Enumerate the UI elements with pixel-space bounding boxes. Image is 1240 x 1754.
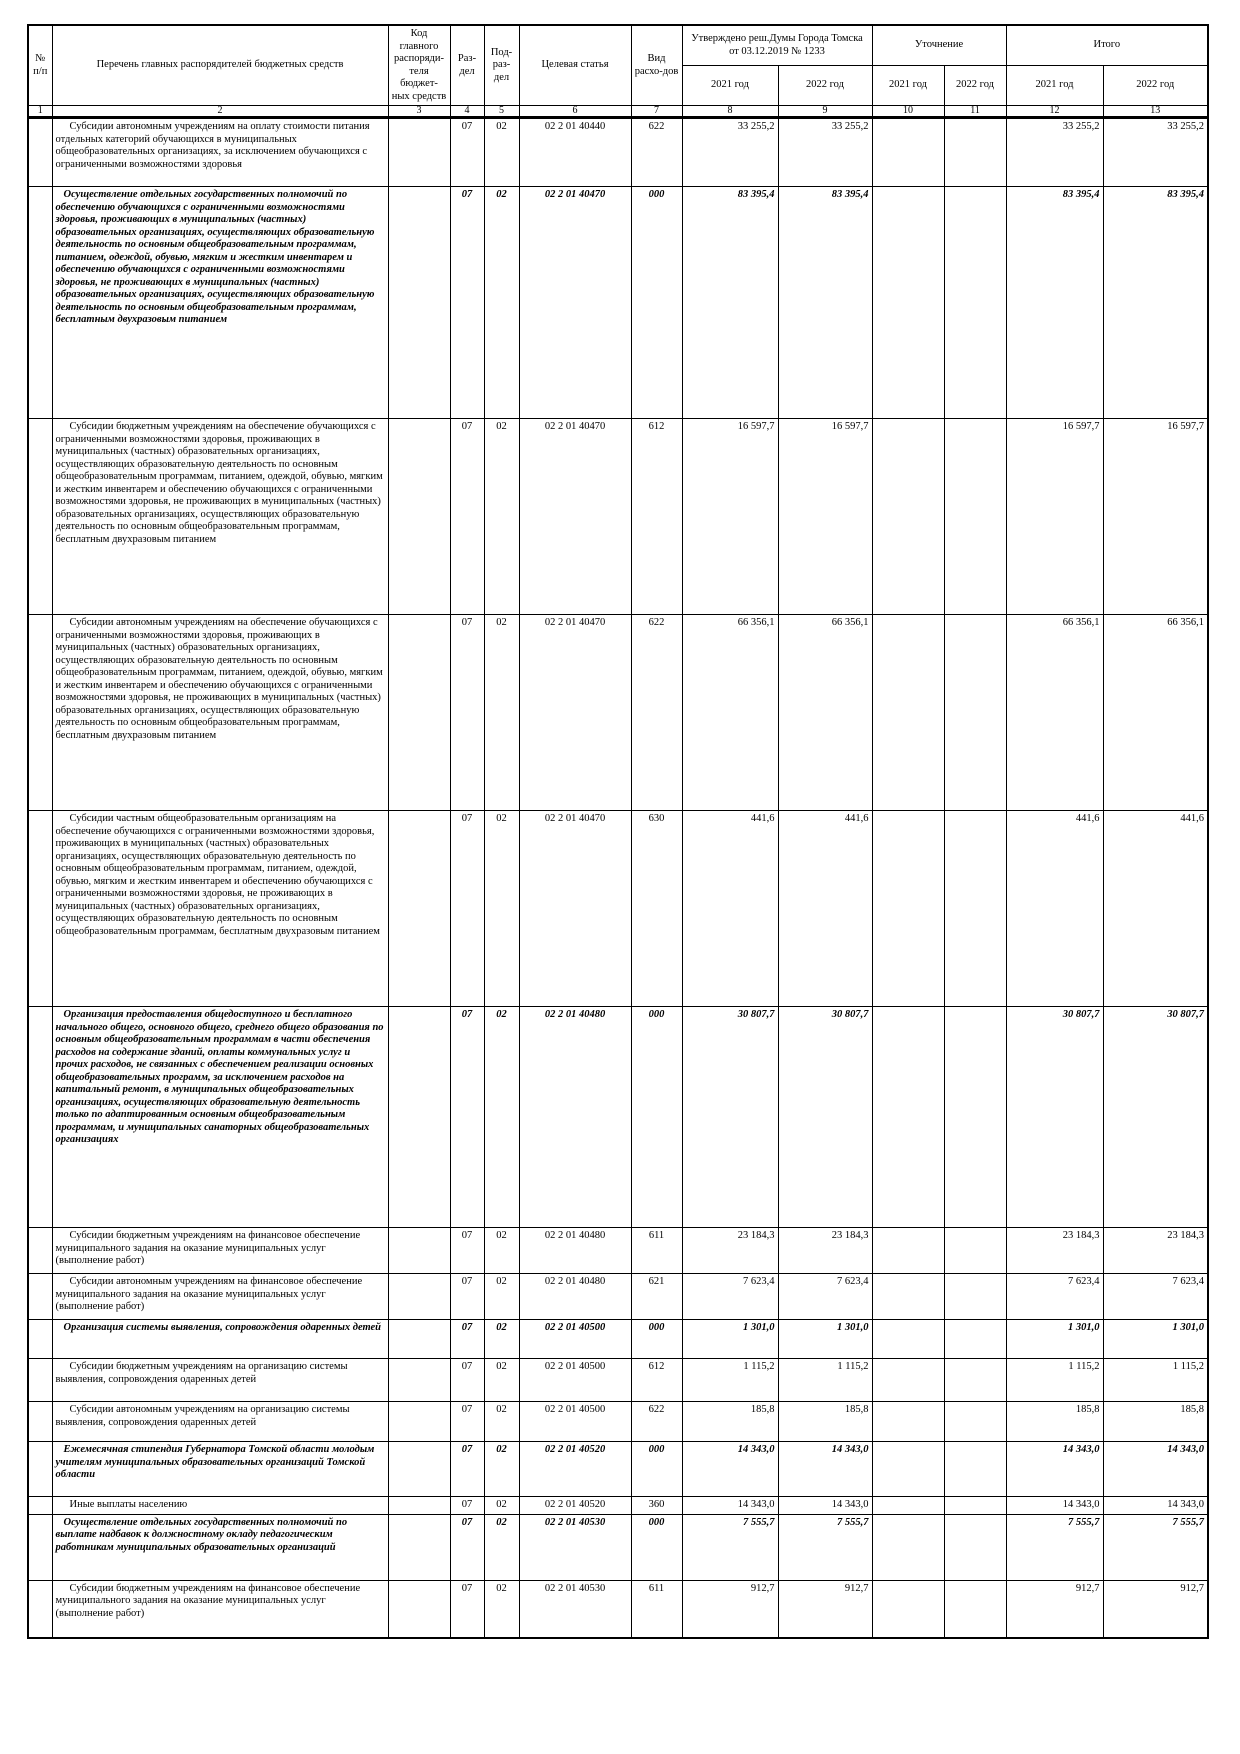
cell-podrazdel: 02 (484, 1228, 519, 1274)
cell-approved-2022: 1 301,0 (778, 1320, 872, 1359)
cell-vid: 622 (631, 615, 682, 811)
cell-code (388, 1228, 450, 1274)
cell-code (388, 118, 450, 187)
cell-num (28, 1228, 52, 1274)
cell-total-2022: 7 623,4 (1103, 1274, 1208, 1320)
header-total: Итого (1006, 25, 1208, 66)
cell-clarification-2021 (872, 1274, 944, 1320)
cell-total-2021: 23 184,3 (1006, 1228, 1103, 1274)
cell-approved-2021: 33 255,2 (682, 118, 778, 187)
cell-approved-2022: 1 115,2 (778, 1359, 872, 1402)
cell-approved-2022: 16 597,7 (778, 419, 872, 615)
cell-target: 02 2 01 40500 (519, 1359, 631, 1402)
cell-clarification-2021 (872, 118, 944, 187)
cell-name: Субсидии автономным учреждениям на финансовое обеспечение муниципального задания на оказание муниципальных услуг (выполнение работ) (52, 1274, 388, 1320)
budget-table (27, 24, 1209, 1639)
cell-podrazdel: 02 (484, 1402, 519, 1442)
table-row (28, 118, 1208, 187)
cell-vid: 611 (631, 1580, 682, 1638)
cell-approved-2021: 14 343,0 (682, 1497, 778, 1515)
cell-num (28, 1580, 52, 1638)
cell-clarification-2021 (872, 419, 944, 615)
cell-total-2022: 14 343,0 (1103, 1497, 1208, 1515)
cell-code (388, 1320, 450, 1359)
cell-clarification-2022 (944, 1359, 1006, 1402)
cell-code (388, 1402, 450, 1442)
table-row-group (28, 1007, 1208, 1228)
cell-podrazdel: 02 (484, 187, 519, 419)
cell-name: Субсидии частным общеобразовательным организациям на обеспечение обучающихся с ограниченными возможностями здоровья, проживающих в муниципальных (частных) образовательных организациях, осуществляющих образовательную деятельность по основным общеобразовательным программам, питанием, одеждой, обувью, мягким и жестким инвентарем и обеспечению обучающихся с ограниченными возможностями здоровья, не проживающих в муниципальных (частных) образовательных организациях, осуществляющих образовательную деятельность по основным общеобразовательным программам, бесплатным двухразовым питанием (52, 811, 388, 1007)
cell-num (28, 1442, 52, 1497)
cell-clarification-2021 (872, 1580, 944, 1638)
column-number: 1 (28, 106, 52, 118)
column-number: 7 (631, 106, 682, 118)
cell-razdel: 07 (450, 1442, 484, 1497)
cell-vid: 630 (631, 811, 682, 1007)
header-target: Целевая статья (519, 25, 631, 106)
cell-name: Субсидии автономным учреждениям на обеспечение обучающихся с ограниченными возможностями здоровья, проживающих в муниципальных (частных) образовательных организациях, осуществляющих образовательную деятельность по основным общеобразовательным программам, питанием, одеждой, обувью, мягким и жестким инвентарем и обеспечению обучающихся с ограниченными возможностями здоровья, не проживающих в муниципальных (частных) образовательных организациях, осуществляющих образовательную деятельность по основным общеобразовательным программам, бесплатным двухразовым питанием (52, 615, 388, 811)
cell-total-2021: 441,6 (1006, 811, 1103, 1007)
cell-clarification-2022 (944, 1497, 1006, 1515)
cell-code (388, 419, 450, 615)
cell-approved-2021: 1 115,2 (682, 1359, 778, 1402)
cell-approved-2021: 7 623,4 (682, 1274, 778, 1320)
cell-approved-2021: 66 356,1 (682, 615, 778, 811)
cell-approved-2022: 441,6 (778, 811, 872, 1007)
cell-vid: 360 (631, 1497, 682, 1515)
cell-code (388, 1274, 450, 1320)
header-clarification-2021: 2021 год (872, 66, 944, 106)
cell-code (388, 1514, 450, 1580)
cell-approved-2021: 185,8 (682, 1402, 778, 1442)
cell-razdel: 07 (450, 1274, 484, 1320)
cell-code (388, 1359, 450, 1402)
cell-num (28, 118, 52, 187)
cell-clarification-2022 (944, 187, 1006, 419)
cell-total-2022: 1 301,0 (1103, 1320, 1208, 1359)
cell-razdel: 07 (450, 1580, 484, 1638)
header-podrazdel: Под-раз-дел (484, 25, 519, 106)
cell-podrazdel: 02 (484, 1320, 519, 1359)
cell-total-2022: 185,8 (1103, 1402, 1208, 1442)
cell-approved-2021: 441,6 (682, 811, 778, 1007)
cell-total-2022: 30 807,7 (1103, 1007, 1208, 1228)
cell-total-2022: 14 343,0 (1103, 1442, 1208, 1497)
cell-total-2022: 33 255,2 (1103, 118, 1208, 187)
cell-vid: 622 (631, 118, 682, 187)
cell-vid: 000 (631, 1007, 682, 1228)
cell-clarification-2021 (872, 811, 944, 1007)
document-page (27, 24, 1207, 1639)
cell-total-2022: 912,7 (1103, 1580, 1208, 1638)
cell-total-2022: 16 597,7 (1103, 419, 1208, 615)
table-row (28, 811, 1208, 1007)
column-number: 6 (519, 106, 631, 118)
column-number: 10 (872, 106, 944, 118)
cell-vid: 611 (631, 1228, 682, 1274)
cell-total-2022: 66 356,1 (1103, 615, 1208, 811)
cell-total-2021: 14 343,0 (1006, 1497, 1103, 1515)
cell-podrazdel: 02 (484, 118, 519, 187)
cell-razdel: 07 (450, 811, 484, 1007)
cell-code (388, 615, 450, 811)
cell-clarification-2021 (872, 615, 944, 811)
cell-podrazdel: 02 (484, 811, 519, 1007)
cell-clarification-2021 (872, 1320, 944, 1359)
cell-approved-2022: 7 623,4 (778, 1274, 872, 1320)
cell-clarification-2022 (944, 1274, 1006, 1320)
column-number: 3 (388, 106, 450, 118)
cell-approved-2021: 7 555,7 (682, 1514, 778, 1580)
cell-total-2021: 7 623,4 (1006, 1274, 1103, 1320)
cell-name: Иные выплаты населению (52, 1497, 388, 1515)
cell-approved-2021: 1 301,0 (682, 1320, 778, 1359)
cell-name: Субсидии бюджетным учреждениям на организацию системы выявления, сопровождения одаренных детей (52, 1359, 388, 1402)
cell-num (28, 615, 52, 811)
cell-total-2021: 30 807,7 (1006, 1007, 1103, 1228)
cell-total-2022: 23 184,3 (1103, 1228, 1208, 1274)
cell-approved-2022: 33 255,2 (778, 118, 872, 187)
table-row (28, 1274, 1208, 1320)
cell-num (28, 1320, 52, 1359)
cell-target: 02 2 01 40530 (519, 1514, 631, 1580)
column-number: 4 (450, 106, 484, 118)
table-row (28, 615, 1208, 811)
cell-target: 02 2 01 40480 (519, 1274, 631, 1320)
cell-total-2021: 66 356,1 (1006, 615, 1103, 811)
cell-razdel: 07 (450, 118, 484, 187)
table-row (28, 1402, 1208, 1442)
cell-name: Организация системы выявления, сопровождения одаренных детей (52, 1320, 388, 1359)
cell-num (28, 1274, 52, 1320)
cell-vid: 612 (631, 1359, 682, 1402)
header-num: № п/п (28, 25, 52, 106)
cell-clarification-2021 (872, 187, 944, 419)
cell-total-2021: 1 115,2 (1006, 1359, 1103, 1402)
cell-clarification-2021 (872, 1514, 944, 1580)
column-number: 5 (484, 106, 519, 118)
column-number: 8 (682, 106, 778, 118)
column-number: 11 (944, 106, 1006, 118)
header-clarification-2022: 2022 год (944, 66, 1006, 106)
cell-code (388, 1580, 450, 1638)
table-row (28, 1497, 1208, 1515)
cell-podrazdel: 02 (484, 419, 519, 615)
header-vid: Вид расхо-дов (631, 25, 682, 106)
cell-total-2021: 83 395,4 (1006, 187, 1103, 419)
cell-approved-2022: 30 807,7 (778, 1007, 872, 1228)
cell-razdel: 07 (450, 1228, 484, 1274)
cell-razdel: 07 (450, 1514, 484, 1580)
cell-total-2021: 185,8 (1006, 1402, 1103, 1442)
cell-approved-2022: 23 184,3 (778, 1228, 872, 1274)
table-row (28, 1228, 1208, 1274)
cell-approved-2022: 185,8 (778, 1402, 872, 1442)
cell-razdel: 07 (450, 1359, 484, 1402)
cell-name: Осуществление отдельных государственных полномочий по выплате надбавок к должностному окладу педагогическим работникам муниципальных образовательных организаций (52, 1514, 388, 1580)
cell-total-2022: 7 555,7 (1103, 1514, 1208, 1580)
cell-razdel: 07 (450, 1320, 484, 1359)
cell-approved-2021: 30 807,7 (682, 1007, 778, 1228)
cell-approved-2021: 83 395,4 (682, 187, 778, 419)
header-clarification: Уточнение (872, 25, 1006, 66)
cell-vid: 000 (631, 1320, 682, 1359)
cell-code (388, 1497, 450, 1515)
cell-razdel: 07 (450, 187, 484, 419)
cell-clarification-2022 (944, 1007, 1006, 1228)
cell-name: Субсидии бюджетным учреждениям на обеспечение обучающихся с ограниченными возможностями здоровья, проживающих в муниципальных (частных) образовательных организациях, осуществляющих образовательную деятельность по основным общеобразовательным программам, питанием, одеждой, обувью, мягким и жестким инвентарем и обеспечению обучающихся с ограниченными возможностями здоровья, не проживающих в муниципальных (частных) образовательных организациях, осуществляющих образовательную деятельность по основным общеобразовательным программам, бесплатным двухразовым питанием (52, 419, 388, 615)
cell-razdel: 07 (450, 1007, 484, 1228)
cell-total-2021: 7 555,7 (1006, 1514, 1103, 1580)
cell-clarification-2022 (944, 118, 1006, 187)
cell-target: 02 2 01 40470 (519, 615, 631, 811)
cell-target: 02 2 01 40480 (519, 1228, 631, 1274)
cell-vid: 000 (631, 1442, 682, 1497)
cell-approved-2021: 16 597,7 (682, 419, 778, 615)
cell-target: 02 2 01 40470 (519, 419, 631, 615)
cell-podrazdel: 02 (484, 1442, 519, 1497)
cell-target: 02 2 01 40530 (519, 1580, 631, 1638)
cell-podrazdel: 02 (484, 1359, 519, 1402)
cell-clarification-2022 (944, 811, 1006, 1007)
cell-total-2021: 1 301,0 (1006, 1320, 1103, 1359)
header-approved: Утверждено реш.Думы Города Томска от 03.12.2019 № 1233 (682, 25, 872, 66)
cell-total-2022: 1 115,2 (1103, 1359, 1208, 1402)
cell-num (28, 1359, 52, 1402)
cell-target: 02 2 01 40440 (519, 118, 631, 187)
table-row (28, 419, 1208, 615)
header-name: Перечень главных распорядителей бюджетных средств (52, 25, 388, 106)
cell-name: Организация предоставления общедоступного и бесплатного начального общего, основного общего, среднего общего образования по основным общеобразовательным программам в части обеспечения расходов на содержание зданий, оплаты коммунальных услуг и прочих расходов, не связанных с обеспечением реализации основных общеобразовательных программ, за исключением расходов на капитальный ремонт, в муниципальных общеобразовательных организациях, осуществляющих образовательную деятельность только по адаптированным основным общеобразовательным программам, и муниципальных санаторных общеобразовательных организациях (52, 1007, 388, 1228)
cell-num (28, 811, 52, 1007)
column-number: 13 (1103, 106, 1208, 118)
table-row-group (28, 1442, 1208, 1497)
cell-code (388, 811, 450, 1007)
cell-target: 02 2 01 40520 (519, 1442, 631, 1497)
column-number: 2 (52, 106, 388, 118)
cell-target: 02 2 01 40500 (519, 1320, 631, 1359)
cell-podrazdel: 02 (484, 1580, 519, 1638)
cell-podrazdel: 02 (484, 615, 519, 811)
cell-target: 02 2 01 40500 (519, 1402, 631, 1442)
table-header (28, 25, 1208, 118)
cell-name: Субсидии автономным учреждениям на оплату стоимости питания отдельных категорий обучающихся в муниципальных общеобразовательных организациях, за исключением обучающихся с ограниченными возможностями здоровья (52, 118, 388, 187)
cell-approved-2022: 83 395,4 (778, 187, 872, 419)
cell-target: 02 2 01 40520 (519, 1497, 631, 1515)
cell-num (28, 419, 52, 615)
cell-total-2022: 441,6 (1103, 811, 1208, 1007)
cell-name: Субсидии автономным учреждениям на организацию системы выявления, сопровождения одаренных детей (52, 1402, 388, 1442)
cell-total-2021: 912,7 (1006, 1580, 1103, 1638)
cell-clarification-2021 (872, 1497, 944, 1515)
cell-approved-2021: 23 184,3 (682, 1228, 778, 1274)
table-row-group (28, 187, 1208, 419)
cell-total-2021: 33 255,2 (1006, 118, 1103, 187)
header-approved-2021: 2021 год (682, 66, 778, 106)
cell-num (28, 1402, 52, 1442)
cell-clarification-2022 (944, 1580, 1006, 1638)
cell-clarification-2022 (944, 1228, 1006, 1274)
header-razdel: Раз-дел (450, 25, 484, 106)
cell-num (28, 187, 52, 419)
cell-clarification-2022 (944, 615, 1006, 811)
header-total-2022: 2022 год (1103, 66, 1208, 106)
column-number: 12 (1006, 106, 1103, 118)
cell-approved-2022: 14 343,0 (778, 1497, 872, 1515)
cell-approved-2022: 912,7 (778, 1580, 872, 1638)
cell-name: Субсидии бюджетным учреждениям на финансовое обеспечение муниципального задания на оказание муниципальных услуг (выполнение работ) (52, 1580, 388, 1638)
cell-total-2022: 83 395,4 (1103, 187, 1208, 419)
table-row-group (28, 1514, 1208, 1580)
header-total-2021: 2021 год (1006, 66, 1103, 106)
cell-clarification-2022 (944, 1402, 1006, 1442)
table-row (28, 1580, 1208, 1638)
cell-clarification-2022 (944, 1514, 1006, 1580)
cell-vid: 622 (631, 1402, 682, 1442)
cell-name: Осуществление отдельных государственных полномочий по обеспечению обучающихся с ограниченными возможностями здоровья, проживающих в муниципальных (частных) образовательных организациях, осуществляющих образовательную деятельность по основным общеобразовательным программам, питанием, одеждой, обувью, мягким и жестким инвентарем и обеспечению обучающихся с ограниченными возможностями здоровья, не проживающих в муниципальных (частных) образовательных организациях, осуществляющих образовательную деятельность по основным общеобразовательным программам, бесплатным двухразовым питанием (52, 187, 388, 419)
column-numbers-row (28, 106, 1208, 118)
cell-approved-2022: 66 356,1 (778, 615, 872, 811)
cell-vid: 000 (631, 1514, 682, 1580)
cell-podrazdel: 02 (484, 1274, 519, 1320)
column-number: 9 (778, 106, 872, 118)
cell-total-2021: 16 597,7 (1006, 419, 1103, 615)
cell-target: 02 2 01 40470 (519, 811, 631, 1007)
cell-approved-2022: 14 343,0 (778, 1442, 872, 1497)
cell-razdel: 07 (450, 615, 484, 811)
cell-code (388, 1007, 450, 1228)
table-row (28, 1359, 1208, 1402)
cell-clarification-2022 (944, 419, 1006, 615)
cell-clarification-2021 (872, 1007, 944, 1228)
cell-approved-2021: 14 343,0 (682, 1442, 778, 1497)
cell-clarification-2021 (872, 1228, 944, 1274)
cell-razdel: 07 (450, 419, 484, 615)
cell-clarification-2022 (944, 1320, 1006, 1359)
cell-name: Субсидии бюджетным учреждениям на финансовое обеспечение муниципального задания на оказание муниципальных услуг (выполнение работ) (52, 1228, 388, 1274)
cell-razdel: 07 (450, 1402, 484, 1442)
cell-approved-2021: 912,7 (682, 1580, 778, 1638)
cell-clarification-2021 (872, 1442, 944, 1497)
cell-target: 02 2 01 40470 (519, 187, 631, 419)
cell-podrazdel: 02 (484, 1007, 519, 1228)
cell-total-2021: 14 343,0 (1006, 1442, 1103, 1497)
cell-razdel: 07 (450, 1497, 484, 1515)
cell-clarification-2021 (872, 1402, 944, 1442)
cell-num (28, 1514, 52, 1580)
cell-podrazdel: 02 (484, 1497, 519, 1515)
cell-approved-2022: 7 555,7 (778, 1514, 872, 1580)
header-approved-2022: 2022 год (778, 66, 872, 106)
cell-podrazdel: 02 (484, 1514, 519, 1580)
cell-vid: 000 (631, 187, 682, 419)
table-row-group (28, 1320, 1208, 1359)
cell-code (388, 1442, 450, 1497)
table-body (28, 118, 1208, 1639)
cell-num (28, 1007, 52, 1228)
cell-clarification-2021 (872, 1359, 944, 1402)
cell-clarification-2022 (944, 1442, 1006, 1497)
cell-vid: 621 (631, 1274, 682, 1320)
cell-code (388, 187, 450, 419)
cell-num (28, 1497, 52, 1515)
cell-target: 02 2 01 40480 (519, 1007, 631, 1228)
header-code: Код главного распоряди-теля бюджет-ных средств (388, 25, 450, 106)
cell-vid: 612 (631, 419, 682, 615)
cell-name: Ежемесячная стипендия Губернатора Томской области молодым учителям муниципальных образовательных организаций Томской области (52, 1442, 388, 1497)
